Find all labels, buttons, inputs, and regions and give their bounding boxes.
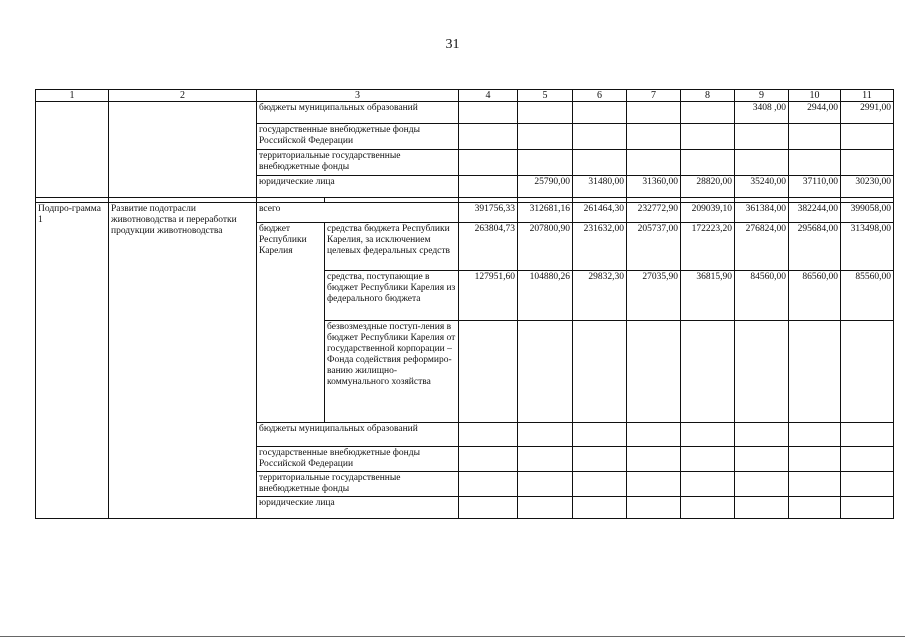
value-cell bbox=[459, 472, 518, 497]
value-cell: 27035,90 bbox=[627, 271, 681, 321]
value-cell: 28820,00 bbox=[681, 176, 735, 198]
value-cell bbox=[518, 497, 573, 519]
col-header: 1 bbox=[36, 90, 109, 102]
value-cell: 85560,00 bbox=[841, 271, 894, 321]
value-cell bbox=[573, 102, 627, 124]
value-cell bbox=[735, 124, 789, 150]
value-cell bbox=[789, 124, 841, 150]
value-cell: 232772,90 bbox=[627, 203, 681, 223]
source-label: территориальные государственные внебюджетные фонды bbox=[257, 472, 459, 497]
value-cell: 127951,60 bbox=[459, 271, 518, 321]
source-label: территориальные государственные внебюджетные фонды bbox=[257, 150, 459, 176]
value-cell: 36815,90 bbox=[681, 271, 735, 321]
empty-cell bbox=[36, 102, 109, 198]
value-cell bbox=[681, 472, 735, 497]
value-cell bbox=[681, 423, 735, 447]
value-cell bbox=[573, 150, 627, 176]
col-header: 7 bbox=[627, 90, 681, 102]
value-cell: 295684,00 bbox=[789, 223, 841, 271]
value-cell bbox=[789, 472, 841, 497]
value-cell bbox=[627, 124, 681, 150]
value-cell: 35240,00 bbox=[735, 176, 789, 198]
value-cell bbox=[518, 150, 573, 176]
value-cell bbox=[627, 447, 681, 472]
value-cell: 2944,00 bbox=[789, 102, 841, 124]
value-cell: 31480,00 bbox=[573, 176, 627, 198]
value-cell bbox=[627, 102, 681, 124]
table-row bbox=[36, 102, 894, 124]
col-header: 3 bbox=[257, 90, 459, 102]
value-cell bbox=[459, 150, 518, 176]
value-cell bbox=[841, 150, 894, 176]
value-cell bbox=[789, 497, 841, 519]
page-number: 31 bbox=[445, 37, 460, 52]
col-header: 4 bbox=[459, 90, 518, 102]
value-cell bbox=[681, 102, 735, 124]
value-cell bbox=[841, 124, 894, 150]
value-cell: 30230,00 bbox=[841, 176, 894, 198]
value-cell: 205737,00 bbox=[627, 223, 681, 271]
col-header: 5 bbox=[518, 90, 573, 102]
source-label: безвозмездные поступ-ления в бюджет Республики Карелия от государственной корпорации – Фонда содействия реформиро-ванию жилищно-коммунального хозяйства bbox=[325, 321, 459, 423]
value-cell bbox=[841, 472, 894, 497]
value-cell bbox=[573, 447, 627, 472]
source-label: юридические лица bbox=[257, 176, 459, 198]
value-cell: 3408 ,00 bbox=[735, 102, 789, 124]
value-cell bbox=[459, 423, 518, 447]
value-cell: 399058,00 bbox=[841, 203, 894, 223]
value-cell bbox=[573, 124, 627, 150]
value-cell: 391756,33 bbox=[459, 203, 518, 223]
value-cell bbox=[459, 124, 518, 150]
value-cell: 382244,00 bbox=[789, 203, 841, 223]
program-code: Подпро-грамма 1 bbox=[36, 203, 109, 519]
value-cell: 104880,26 bbox=[518, 271, 573, 321]
value-cell: 209039,10 bbox=[681, 203, 735, 223]
value-cell: 29832,30 bbox=[573, 271, 627, 321]
col-header: 6 bbox=[573, 90, 627, 102]
source-label: бюджеты муниципальных образований bbox=[257, 423, 459, 447]
source-label: средства бюджета Республики Карелия, за исключением целевых федеральных средств bbox=[325, 223, 459, 271]
value-cell bbox=[518, 423, 573, 447]
col-header: 10 bbox=[789, 90, 841, 102]
value-cell bbox=[459, 176, 518, 198]
value-cell: 276824,00 bbox=[735, 223, 789, 271]
value-cell bbox=[627, 321, 681, 423]
value-cell bbox=[459, 321, 518, 423]
total-label: всего bbox=[257, 203, 459, 223]
value-cell bbox=[789, 321, 841, 423]
page-bottom-rule bbox=[0, 636, 905, 637]
value-cell bbox=[573, 423, 627, 447]
value-cell bbox=[841, 423, 894, 447]
value-cell: 313498,00 bbox=[841, 223, 894, 271]
value-cell bbox=[573, 472, 627, 497]
value-cell bbox=[459, 447, 518, 472]
value-cell bbox=[573, 321, 627, 423]
value-cell bbox=[789, 447, 841, 472]
source-label: юридические лица bbox=[257, 497, 459, 519]
empty-cell bbox=[109, 102, 257, 198]
value-cell bbox=[518, 102, 573, 124]
col-header: 2 bbox=[109, 90, 257, 102]
value-cell: 86560,00 bbox=[789, 271, 841, 321]
table-row bbox=[36, 203, 894, 223]
value-cell bbox=[841, 447, 894, 472]
value-cell: 2991,00 bbox=[841, 102, 894, 124]
value-cell: 31360,00 bbox=[627, 176, 681, 198]
value-cell bbox=[681, 447, 735, 472]
program-name: Развитие подотрасли животноводства и переработки продукции животноводства bbox=[109, 203, 257, 519]
value-cell bbox=[459, 497, 518, 519]
value-cell bbox=[681, 124, 735, 150]
funding-table bbox=[35, 89, 894, 519]
value-cell bbox=[789, 423, 841, 447]
header-row bbox=[36, 90, 894, 102]
source-label: государственные внебюджетные фонды Российской Федерации bbox=[257, 124, 459, 150]
col-header: 8 bbox=[681, 90, 735, 102]
value-cell bbox=[459, 102, 518, 124]
value-cell: 263804,73 bbox=[459, 223, 518, 271]
value-cell bbox=[518, 124, 573, 150]
source-label: бюджеты муниципальных образований bbox=[257, 102, 459, 124]
value-cell bbox=[627, 423, 681, 447]
value-cell bbox=[789, 150, 841, 176]
source-label: государственные внебюджетные фонды Российской Федерации bbox=[257, 447, 459, 472]
value-cell: 37110,00 bbox=[789, 176, 841, 198]
value-cell: 172223,20 bbox=[681, 223, 735, 271]
value-cell bbox=[735, 447, 789, 472]
value-cell bbox=[518, 447, 573, 472]
value-cell bbox=[681, 150, 735, 176]
value-cell bbox=[518, 321, 573, 423]
value-cell bbox=[735, 497, 789, 519]
value-cell bbox=[627, 150, 681, 176]
value-cell bbox=[841, 321, 894, 423]
value-cell bbox=[735, 150, 789, 176]
value-cell bbox=[735, 321, 789, 423]
value-cell bbox=[627, 472, 681, 497]
value-cell: 25790,00 bbox=[518, 176, 573, 198]
value-cell: 361384,00 bbox=[735, 203, 789, 223]
value-cell bbox=[735, 423, 789, 447]
value-cell: 207800,90 bbox=[518, 223, 573, 271]
value-cell: 312681,16 bbox=[518, 203, 573, 223]
col-header: 9 bbox=[735, 90, 789, 102]
value-cell: 84560,00 bbox=[735, 271, 789, 321]
value-cell bbox=[735, 472, 789, 497]
value-cell bbox=[573, 497, 627, 519]
budget-group-label: бюджет Республики Карелия bbox=[257, 223, 325, 423]
value-cell bbox=[627, 497, 681, 519]
value-cell bbox=[841, 497, 894, 519]
source-label: средства, поступающие в бюджет Республики Карелия из федерального бюджета bbox=[325, 271, 459, 321]
value-cell bbox=[518, 472, 573, 497]
value-cell bbox=[681, 321, 735, 423]
col-header: 11 bbox=[841, 90, 894, 102]
value-cell bbox=[681, 497, 735, 519]
value-cell: 231632,00 bbox=[573, 223, 627, 271]
value-cell: 261464,30 bbox=[573, 203, 627, 223]
